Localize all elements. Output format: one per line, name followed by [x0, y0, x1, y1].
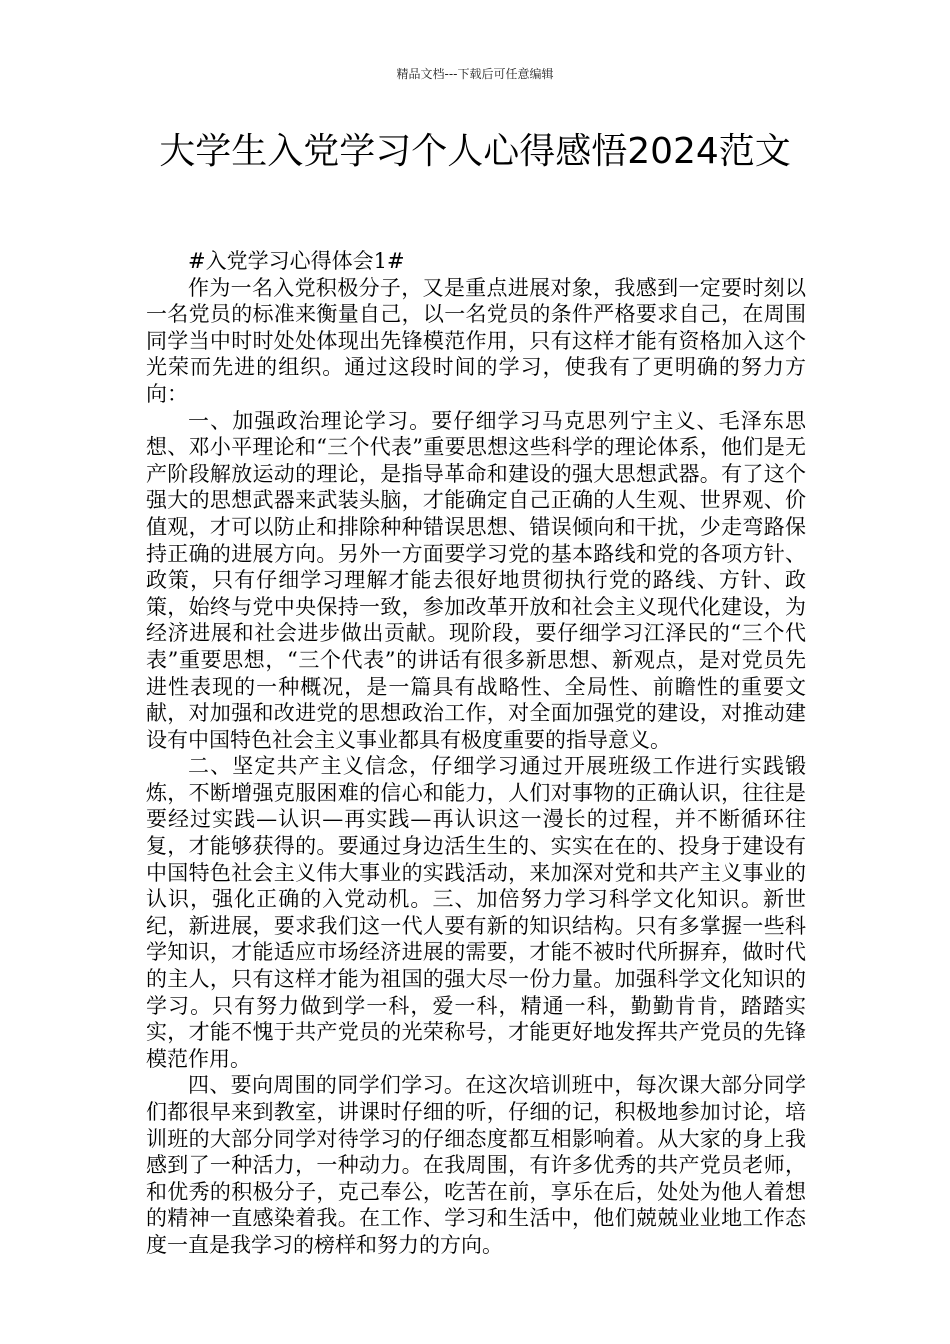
paragraph-point-1: 一、加强政治理论学习。要仔细学习马克思列宁主义、毛泽东思想、邓小平理论和“三个代表”重要思想这些科学的理论体系，他们是无产阶段解放运动的理论，是指导革命和建设的强大思想武器。有了这个强大的思想武器来武装头脑，才能确定自己正确的人生观、世界观、价值观，才可以防止和排除种种错误思想、错误倾向和干扰，少走弯路保持正确的进展方向。另外一方面要学习党的基本路线和党的各项方针、政策，只有仔细学习理解才能去很好地贯彻执行党的路线、方针、政策，始终与党中央保持一致，参加改革开放和社会主义现代化建设，为经济进展和社会进步做出贡献。现阶段，要仔细学习江泽民的“三个代表”重要思想，“三个代表”的讲话有很多新思想、新观点，是对党员先进性表现的一种概况，是一篇具有战略性、全局性、前瞻性的重要文献，对加强和改进党的思想政治工作，对全面加强党的建设，对推动建设有中国特色社会主义事业都具有极度重要的指导意义。 [146, 408, 806, 752]
document-body [146, 248, 806, 1259]
header-note: 精品文档---下载后可任意编辑 [396, 67, 554, 81]
paragraph-point-4: 四、要向周围的同学们学习。在这次培训班中，每次课大部分同学们都很早来到教室，讲课时仔细的听，仔细的记，积极地参加讨论，培训班的大部分同学对待学习的仔细态度都互相影响着。从大家的身上我感到了一种活力，一种动力。在我周围，有许多优秀的共产党员老师，和优秀的积极分子，克己奉公，吃苦在前，享乐在后，处处为他人着想的精神一直感染着我。在工作、学习和生活中，他们兢兢业业地工作态度一直是我学习的榜样和努力的方向。 [146, 1073, 806, 1257]
paragraph-point-2: 二、坚定共产主义信念，仔细学习通过开展班级工作进行实践锻炼，不断增强克服困难的信心和能力，人们对事物的正确认识，往往是要经过实践—认识—再实践—再认识这一漫长的过程，并不断循环往复，才能够获得的。要通过身边活生生的、实实在在的、投身于建设有中国特色社会主义伟大事业的实践活动，来加深对党和共产主义事业的认识，强化正确的入党动机。三、加倍努力学习科学文化知识。新世纪，新进展，要求我们这一代人要有新的知识结构。只有多掌握一些科学知识，才能适应市场经济进展的需要，才能不被时代所摒弃，做时代的主人，只有这样才能为祖国的强大尽一份力量。加强科学文化知识的学习。只有努力做到学一科，爱一科，精通一科，勤勤肯肯，踏踏实实，才能不愧于共产党员的光荣称号，才能更好地发挥共产党员的先锋模范作用。 [146, 754, 806, 1071]
paragraph-intro: 作为一名入党积极分子，又是重点进展对象，我感到一定要时刻以一名党员的标准来衡量自己，以一名党员的条件严格要求自己，在周围同学当中时时处处体现出先锋模范作用，只有这样才能有资格加入这个光荣而先进的组织。通过这段时间的学习，使我有了更明确的努力方向： [146, 275, 806, 406]
document-title: 大学生入党学习个人心得感悟2024范文 [159, 131, 791, 172]
section-subheading: #入党学习心得体会1# [188, 249, 405, 273]
